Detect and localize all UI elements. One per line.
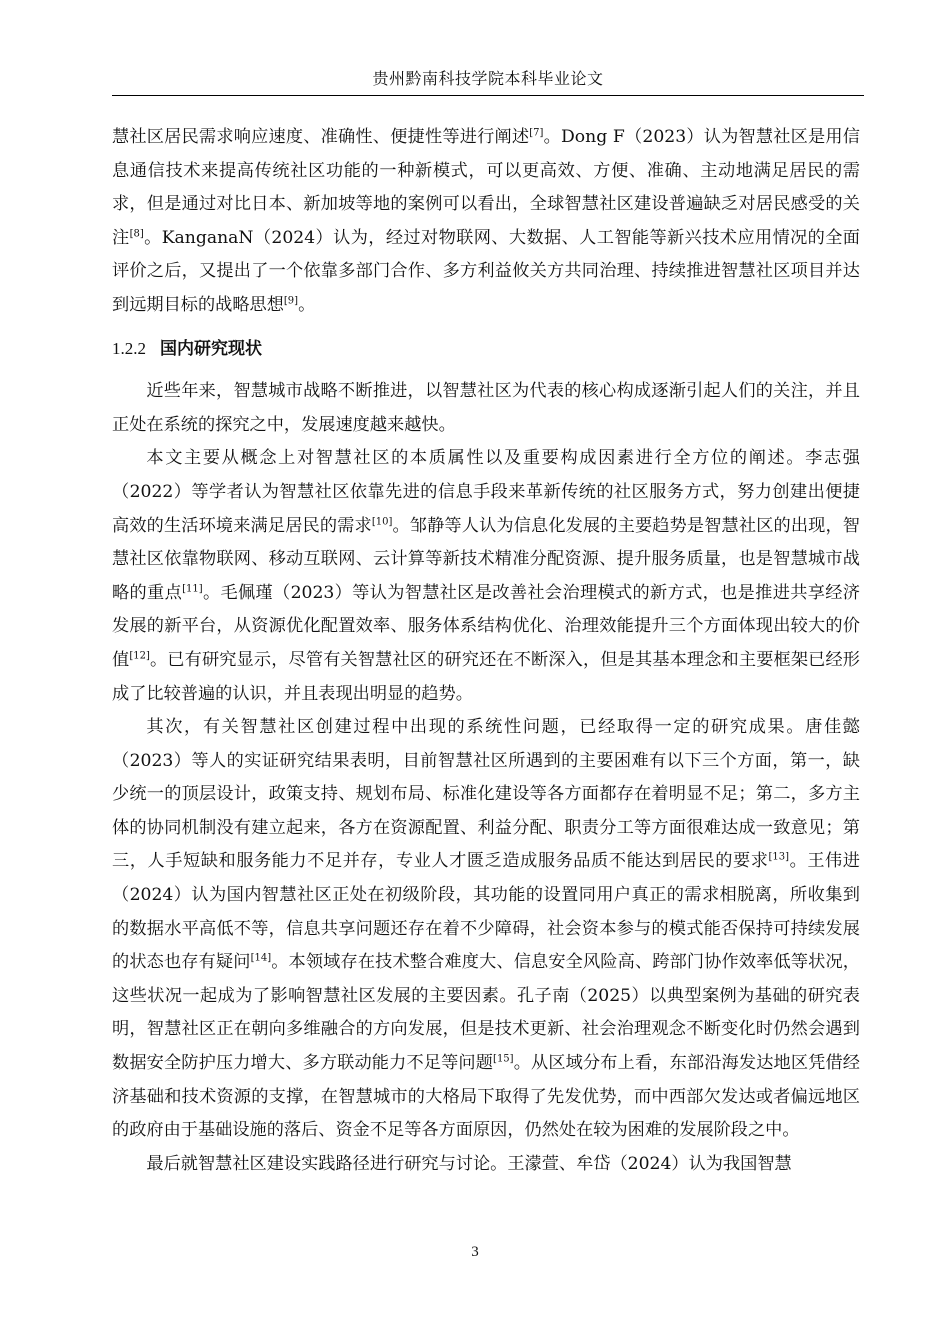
citation-ref: [15] [493, 1053, 514, 1065]
page-header: 贵州黔南科技学院本科毕业论文 [112, 66, 864, 96]
paragraph-text: 其次，有关智慧社区创建过程中出现的系统性问题，已经取得一定的研究成果。唐佳懿（2023）等人的实证研究结果表明，目前智慧社区所遇到的主要困难有以下三个方面，第一，缺少统一的顶层设计，政策支持、规划布局、标准化建设等各方面都存在着明显不足；第二，多方主体的协同机制没有建立起来，各方在资源配置、利益分配、职责分工等方面很难达成一致意见；第三，人手短缺和服务能力不足并存，专业人才匮乏造成服务品质不能达到居民的要求 [112, 717, 860, 872]
paragraph-1 [112, 121, 860, 323]
paragraph-text: 。本领域存在技术整合难度大、信息安全风险高、跨部门协作效率低等状况，这些状况一起成为了影响智慧社区发展的主要因素。孔子南（2025）以典型案例为基础的研究表明，智慧社区正在朝向多维融合的方向发展，但是技术更新、社会治理观念不断变化时仍然会遇到数据安全防护压力增大、多方联动能力不足等问题 [112, 952, 860, 1074]
paragraph-4 [112, 711, 860, 1148]
paragraph-text: 。KanganaN（2024）认为，经过对物联网、大数据、人工智能等新兴技术应用情况的全面评价之后，又提出了一个依靠多部门合作、多方利益攸关方共同治理、持续推进智慧社区项目并达到远期目标的战略思想 [112, 227, 860, 315]
paragraph-text: 。王伟进（2024）认为国内智慧社区正处在初级阶段，其功能的设置同用户真正的需求相脱离，所收集到的数据水平高低不等，信息共享问题还存在着不少障碍，社会资本参与的模式能否保持可持续发展的状态也存有疑问 [112, 851, 860, 973]
paragraph-text: 。 [298, 294, 316, 315]
citation-ref: [9] [283, 295, 299, 307]
paragraph-3 [112, 442, 860, 711]
section-title: 国内研究现状 [160, 338, 262, 359]
section-number: 1.2.2 [112, 338, 146, 358]
paragraph-5: 最后就智慧社区建设实践路径进行研究与讨论。王濛萱、牟岱（2024）认为我国智慧 [146, 1153, 792, 1174]
citation-ref: [14] [250, 952, 272, 964]
body-text [112, 121, 860, 1181]
section-heading [112, 332, 860, 367]
paragraph-text: 。Dong F（2023）认为智慧社区是用信息通信技术来提高传统社区功能的一种新模式，可以更高效、方便、准确、主动地满足居民的需求，但是通过对比日本、新加坡等地的案例可以看出，全球智慧社区建设普遍缺乏对居民感受的关注 [112, 127, 860, 248]
paragraph-text: 。从区域分布上看，东部沿海发达地区凭借经济基础和技术资源的支撑，在智慧城市的大格局下取得了先发优势，而中西部欠发达或者偏远地区的政府由于基础设施的落后、资金不足等各方面原因，仍然处在较为困难的发展阶段之中。 [112, 1053, 860, 1141]
paragraph-text: 。已有研究显示，尽管有关智慧社区的研究还在不断深入，但是其基本理念和主要框架已经形成了比较普遍的认识，并且表现出明显的趋势。 [112, 649, 860, 704]
citation-ref: [8] [129, 228, 144, 240]
citation-ref: [12] [129, 650, 150, 662]
paragraph-text: 。毛佩瑾（2023）等认为智慧社区是改善社会治理模式的新方式，也是推进共享经济发展的新平台，从资源优化配置效率、服务体系结构优化、治理效能提升三个方面体现出较大的价值 [112, 582, 860, 670]
paragraph-text: 本文主要从概念上对智慧社区的本质属性以及重要构成因素进行全方位的阐述。李志强（2022）等学者认为智慧社区依靠先进的信息手段来革新传统的社区服务方式，努力创建出便捷高效的生活环境来满足居民的需求 [112, 448, 860, 536]
citation-ref: [13] [768, 851, 790, 863]
citation-ref: [7] [529, 127, 544, 139]
page-number: 3 [471, 1244, 479, 1260]
paragraph-2: 近些年来，智慧城市战略不断推进，以智慧社区为代表的核心构成逐渐引起人们的关注，并且正处在系统的探究之中，发展速度越来越快。 [112, 381, 860, 435]
citation-ref: [11] [182, 582, 203, 594]
paragraph-text: 慧社区居民需求响应速度、准确性、便捷性等进行阐述 [112, 127, 530, 147]
paragraph-text: 。邹静等人认为信息化发展的主要趋势是智慧社区的出现，智慧社区依靠物联网、移动互联网、云计算等新技术精准分配资源、提升服务质量，也是智慧城市战略的重点 [112, 515, 860, 603]
citation-ref: [10] [371, 515, 393, 527]
